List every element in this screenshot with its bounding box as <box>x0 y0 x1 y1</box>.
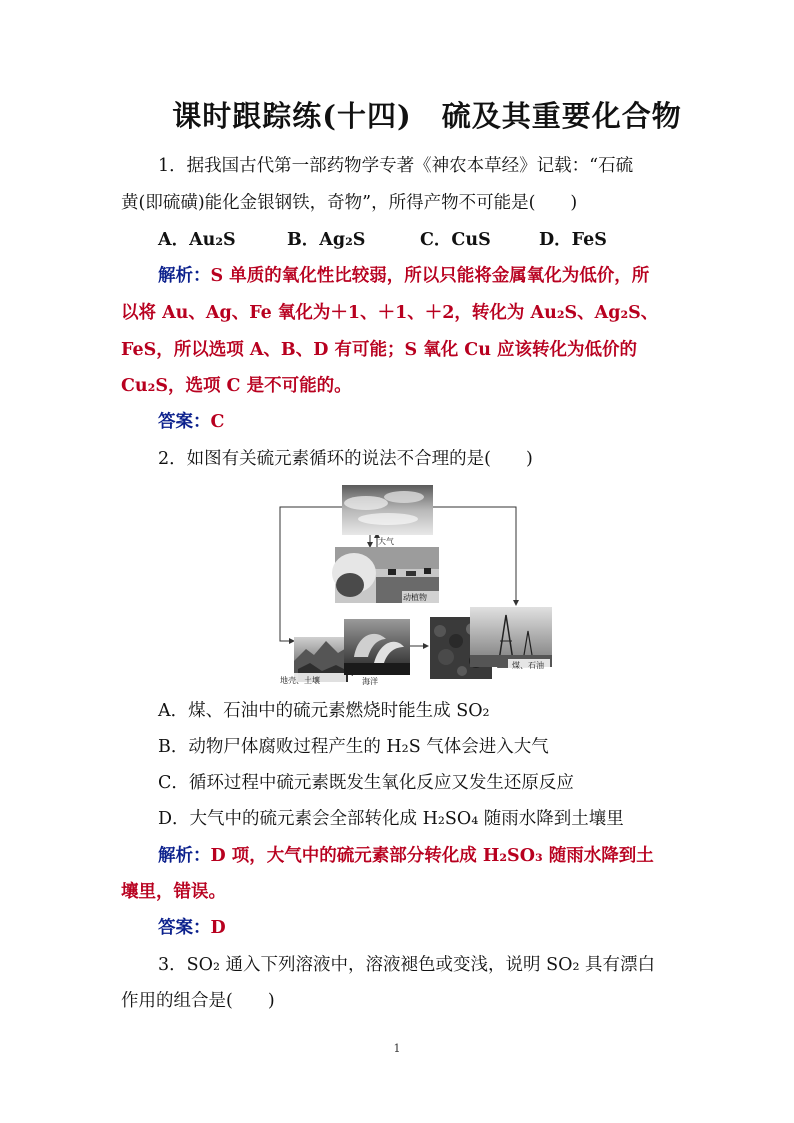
q2-answer <box>158 917 678 939</box>
answer-label: 答案： <box>158 412 211 432</box>
q1-option-b: B．Ag₂S <box>287 230 366 250</box>
q1-analysis-line1 <box>158 265 678 287</box>
q2-analysis-text1: D 项，大气中的硫元素部分转化成 H₂SO₃ 随雨水降到土 <box>210 846 654 866</box>
q1-option-a: A．Au₂S <box>158 230 236 250</box>
answer-label: 答案： <box>158 918 211 938</box>
q1-analysis-text1: S 单质的氧化性比较弱，所以只能将金属氧化为低价，所 <box>210 266 650 286</box>
q2-analysis-line2: 壤里，错误。 <box>121 882 226 902</box>
q2-option-d: D．大气中的硫元素会全部转化成 H₂SO₄ 随雨水降到土壤里 <box>158 809 624 829</box>
q1-analysis-line3: FeS，所以选项 A、B、D 有可能；S 氧化 Cu 应该转化为低价的 <box>121 340 638 360</box>
analysis-label: 解析： <box>158 266 211 286</box>
crust-image <box>276 637 348 687</box>
page-title: 课时跟踪练(十四) 硫及其重要化合物 <box>172 99 682 133</box>
q1-stem-line1: 1．据我国古代第一部药物学专著《神农本草经》记载：“石硫 <box>158 156 634 176</box>
fossil-fuel-image <box>430 607 552 679</box>
label-organisms: 动植物 <box>403 593 427 602</box>
ocean-image <box>344 619 410 686</box>
q1-analysis-line2: 以将 Au、Ag、Fe 氧化为＋1、＋1、＋2，转化为 Au₂S、Ag₂S、 <box>121 303 659 323</box>
q1-option-c: C．CuS <box>420 230 491 250</box>
arrow-atmosphere-fossil <box>432 507 516 605</box>
q2-stem: 2．如图有关硫元素循环的说法不合理的是( ) <box>158 449 533 469</box>
q2-option-b: B．动物尸体腐败过程产生的 H₂S 气体会进入大气 <box>158 737 549 757</box>
page-number: 1 <box>393 1042 401 1055</box>
sulfur-cycle-figure <box>276 481 556 693</box>
q3-stem-line1: 3．SO₂ 通入下列溶液中，溶液褪色或变浅，说明 SO₂ 具有漂白 <box>158 955 656 975</box>
label-crust: 地壳、土壤 <box>280 676 320 685</box>
q2-option-a: A．煤、石油中的硫元素燃烧时能生成 SO₂ <box>158 701 490 721</box>
q1-answer <box>158 411 678 433</box>
q1-stem-line2: 黄(即硫磺)能化金银钢铁，奇物”，所得产物不可能是( ) <box>121 193 578 213</box>
atmosphere-image <box>342 485 433 546</box>
label-ocean: 海洋 <box>362 677 378 686</box>
q2-analysis-line1 <box>158 845 678 867</box>
q1-answer-value: C <box>210 412 225 432</box>
organisms-image <box>332 547 439 603</box>
q1-analysis-line4: Cu₂S，选项 C 是不可能的。 <box>121 376 352 396</box>
q3-stem-line2: 作用的组合是( ) <box>121 991 275 1011</box>
q2-option-c: C．循环过程中硫元素既发生氧化反应又发生还原反应 <box>158 773 574 793</box>
q1-option-d: D．FeS <box>539 230 607 250</box>
analysis-label: 解析： <box>158 846 211 866</box>
q2-answer-value: D <box>210 918 226 938</box>
label-fossil: 煤、石油 <box>512 661 544 670</box>
label-atmosphere: 大气 <box>378 537 394 546</box>
